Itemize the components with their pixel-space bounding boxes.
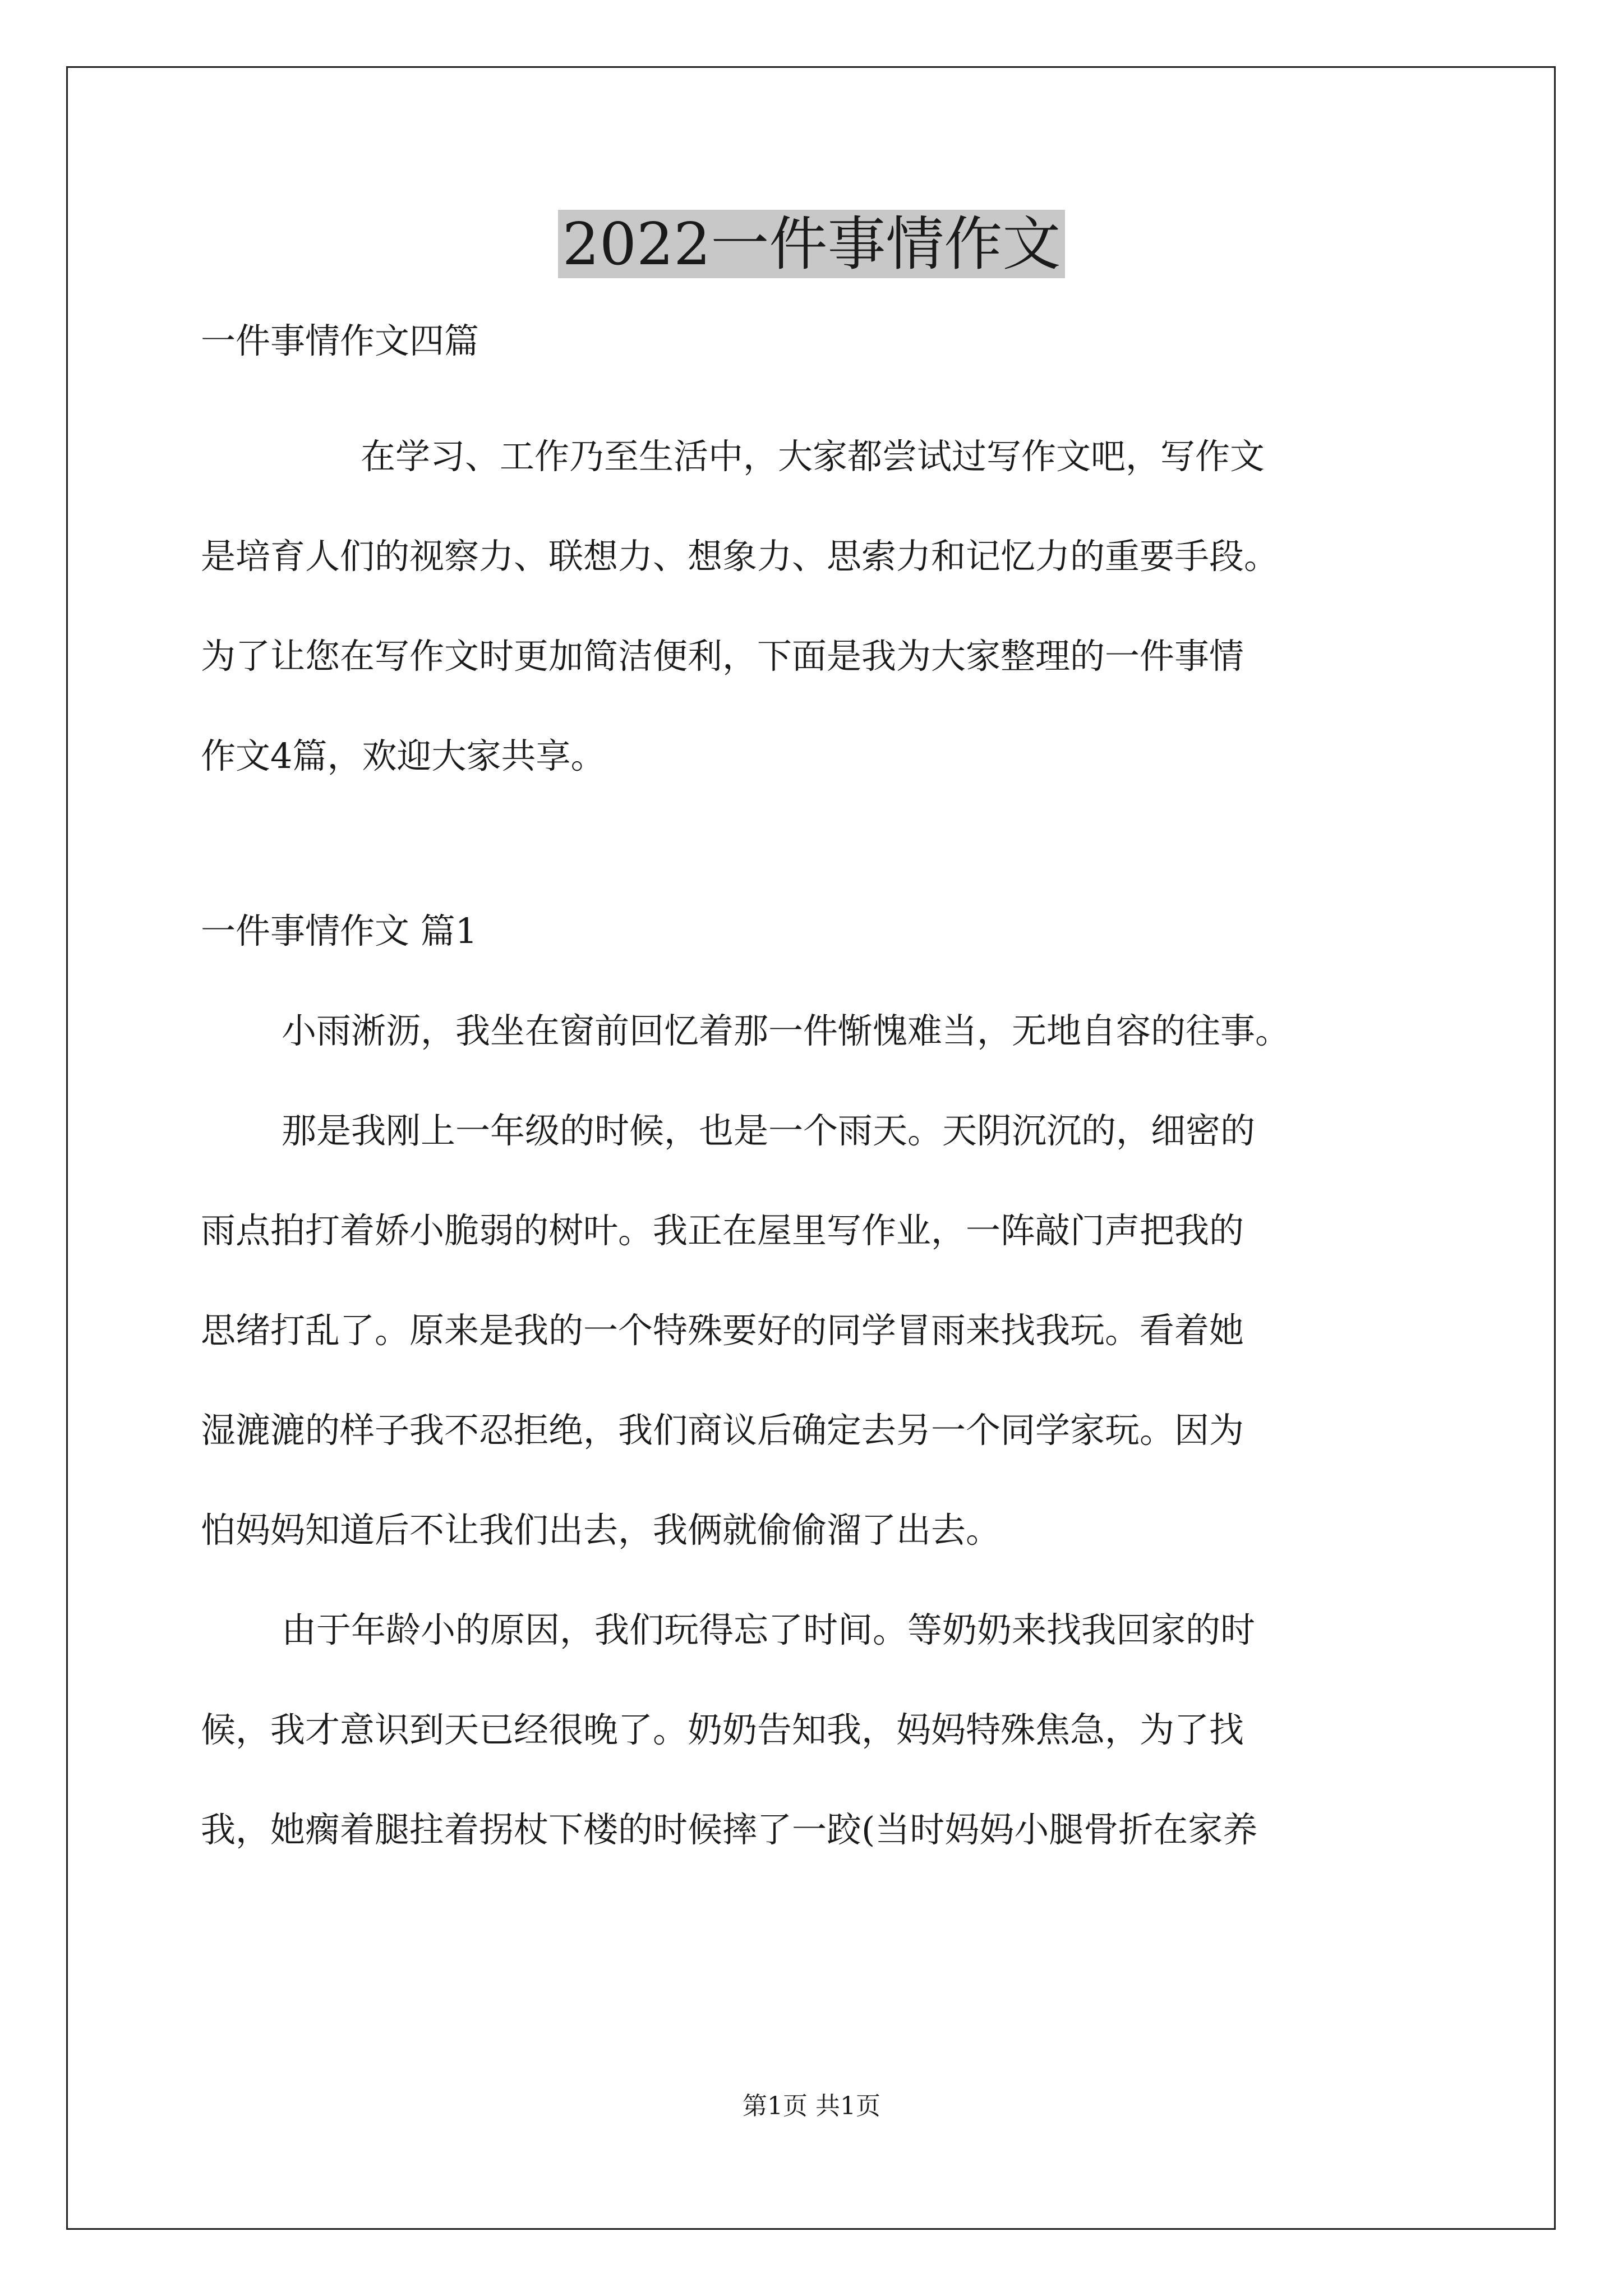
document-title [0,205,1623,283]
page-footer: 第1页 共1页 [743,2092,880,2120]
document-subtitle: 一件事情作文四篇 [201,320,479,361]
paragraph-line: 我，她瘸着腿拄着拐杖下楼的时候摔了一跤(当时妈妈小腿骨折在家养 [201,1809,1258,1850]
paragraph-line: 小雨淅沥，我坐在窗前回忆着那一件惭愧难当，无地自容的往事。 [282,1010,1290,1051]
document-title-text: 2022一件事情作文 [558,210,1066,278]
paragraph-line: 思绪打乱了。原来是我的一个特殊要好的同学冒雨来找我玩。看着她 [201,1310,1244,1351]
intro-line: 为了让您在写作文时更加简洁便利，下面是我为大家整理的一件事情 [201,636,1244,677]
paragraph-line: 怕妈妈知道后不让我们出去，我俩就偷偷溜了出去。 [201,1510,1001,1550]
paragraph-line: 候，我才意识到天已经很晚了。奶奶告知我，妈妈特殊焦急，为了找 [201,1709,1244,1750]
paragraph-line: 湿漉漉的样子我不忍拒绝，我们商议后确定去另一个同学家玩。因为 [201,1410,1244,1451]
paragraph-line: 那是我刚上一年级的时候，也是一个雨天。天阴沉沉的，细密的 [282,1110,1256,1151]
document-body [201,314,1429,1903]
intro-line: 是培育人们的视察力、联想力、想象力、思索力和记忆力的重要手段。 [201,536,1279,577]
intro-line: 作文4篇，欢迎大家共享。 [201,735,606,776]
section-heading: 一件事情作文 篇1 [201,910,478,951]
paragraph-line: 雨点拍打着娇小脆弱的树叶。我正在屋里写作业，一阵敲门声把我的 [201,1210,1244,1251]
intro-line: 在学习、工作乃至生活中，大家都尝试过写作文吧，写作文 [361,436,1265,477]
paragraph-line: 由于年龄小的原因，我们玩得忘了时间。等奶奶来找我回家的时 [282,1609,1256,1650]
